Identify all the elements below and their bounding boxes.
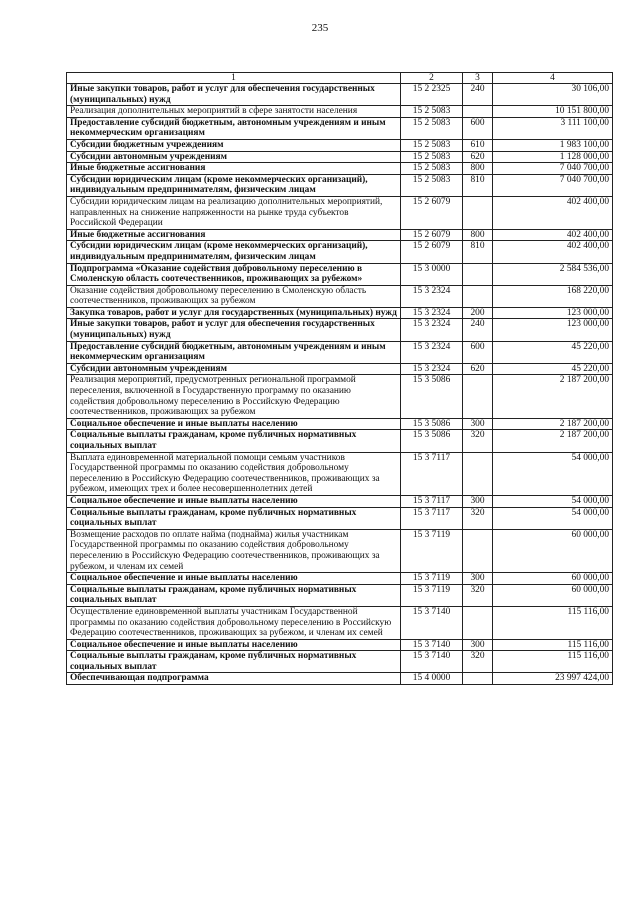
table-row [67, 573, 613, 585]
table-row [67, 285, 613, 307]
row-code-cell: 15 3 2324 [401, 319, 463, 341]
row-name-cell: Иные бюджетные ассигнования [67, 229, 401, 241]
row-name-cell: Социальное обеспечение и иные выплаты населению [67, 639, 401, 651]
row-type-cell [463, 673, 493, 685]
row-name-cell: Социальные выплаты гражданам, кроме публичных нормативных социальных выплат [67, 584, 401, 606]
row-code-cell: 15 3 7117 [401, 452, 463, 495]
row-name-cell: Иные закупки товаров, работ и услуг для обеспечения государственных (муниципальных) нужд [67, 84, 401, 106]
row-name-cell: Социальное обеспечение и иные выплаты населению [67, 573, 401, 585]
row-code-cell: 15 2 5083 [401, 163, 463, 175]
table-row [67, 375, 613, 418]
row-sum-cell: 3 111 100,00 [493, 117, 613, 139]
row-name-cell: Субсидии автономным учреждениям [67, 151, 401, 163]
row-code-cell: 15 2 6079 [401, 229, 463, 241]
table-row [67, 529, 613, 572]
row-type-cell: 240 [463, 84, 493, 106]
row-sum-cell: 60 000,00 [493, 529, 613, 572]
row-type-cell: 300 [463, 495, 493, 507]
row-code-cell: 15 2 5083 [401, 139, 463, 151]
row-name-cell: Субсидии автономным учреждениям [67, 363, 401, 375]
row-type-cell: 600 [463, 341, 493, 363]
row-type-cell: 300 [463, 639, 493, 651]
row-type-cell: 320 [463, 430, 493, 452]
row-type-cell [463, 106, 493, 118]
row-type-cell: 240 [463, 319, 493, 341]
row-code-cell: 15 2 5083 [401, 151, 463, 163]
row-name-cell: Реализация дополнительных мероприятий в сфере занятости населения [67, 106, 401, 118]
table-row [67, 418, 613, 430]
table-row [67, 639, 613, 651]
table-row [67, 584, 613, 606]
row-sum-cell: 123 000,00 [493, 307, 613, 319]
row-sum-cell: 402 400,00 [493, 229, 613, 241]
header-col-1: 1 [67, 73, 401, 84]
row-code-cell: 15 4 0000 [401, 673, 463, 685]
row-type-cell [463, 375, 493, 418]
row-code-cell: 15 3 2324 [401, 341, 463, 363]
table-row [67, 651, 613, 673]
row-name-cell: Субсидии бюджетным учреждениям [67, 139, 401, 151]
row-sum-cell: 402 400,00 [493, 196, 613, 229]
row-type-cell: 800 [463, 229, 493, 241]
table-row [67, 673, 613, 685]
row-name-cell: Иные закупки товаров, работ и услуг для обеспечения государственных (муниципальных) нужд [67, 319, 401, 341]
table-row [67, 495, 613, 507]
row-name-cell: Осуществление единовременной выплаты участникам Государственной программы по оказанию содействия добровольному переселению в Российскую Федерацию соотечественников, проживающих за рубежом, и членам их семей [67, 606, 401, 639]
row-code-cell: 15 2 6079 [401, 241, 463, 263]
row-code-cell: 15 3 7119 [401, 584, 463, 606]
row-type-cell [463, 529, 493, 572]
row-type-cell: 320 [463, 651, 493, 673]
table-row [67, 163, 613, 175]
row-type-cell [463, 452, 493, 495]
row-name-cell: Выплата единовременной материальной помощи семьям участников Государственной программы по оказанию содействия добровольному переселению в Российскую Федерацию соотечественников, проживающих за рубежом, имеющих трех и более несовершеннолетних детей [67, 452, 401, 495]
row-code-cell: 15 3 7119 [401, 529, 463, 572]
row-sum-cell: 10 151 800,00 [493, 106, 613, 118]
table-row [67, 241, 613, 263]
row-code-cell: 15 3 7140 [401, 606, 463, 639]
row-code-cell: 15 2 5083 [401, 174, 463, 196]
row-name-cell: Социальные выплаты гражданам, кроме публичных нормативных социальных выплат [67, 651, 401, 673]
row-name-cell: Субсидии юридическим лицам (кроме некоммерческих организаций), индивидуальным предпринимателям, физическим лицам [67, 241, 401, 263]
row-name-cell: Предоставление субсидий бюджетным, автономным учреждениям и иным некоммерческим организациям [67, 341, 401, 363]
row-name-cell: Социальные выплаты гражданам, кроме публичных нормативных социальных выплат [67, 430, 401, 452]
row-type-cell: 320 [463, 507, 493, 529]
row-code-cell: 15 3 5086 [401, 375, 463, 418]
table-row [67, 606, 613, 639]
row-type-cell: 300 [463, 418, 493, 430]
row-name-cell: Иные бюджетные ассигнования [67, 163, 401, 175]
row-type-cell: 610 [463, 139, 493, 151]
row-sum-cell: 2 187 200,00 [493, 430, 613, 452]
row-code-cell: 15 3 7140 [401, 639, 463, 651]
row-name-cell: Социальные выплаты гражданам, кроме публичных нормативных социальных выплат [67, 507, 401, 529]
row-sum-cell: 2 187 200,00 [493, 418, 613, 430]
row-code-cell: 15 3 2324 [401, 285, 463, 307]
table-row [67, 106, 613, 118]
row-name-cell: Реализация мероприятий, предусмотренных региональной программой переселения, включенной в Государственную программу по оказанию содействия добровольному переселению в Российскую Федерацию соотечественников, проживающих за рубежом [67, 375, 401, 418]
table-row [67, 174, 613, 196]
budget-table [66, 72, 613, 685]
row-code-cell: 15 3 2324 [401, 307, 463, 319]
row-code-cell: 15 3 5086 [401, 418, 463, 430]
row-type-cell [463, 285, 493, 307]
row-code-cell: 15 2 5083 [401, 106, 463, 118]
row-code-cell: 15 3 5086 [401, 430, 463, 452]
row-code-cell: 15 2 2325 [401, 84, 463, 106]
header-row [67, 73, 613, 84]
row-name-cell: Субсидии юридическим лицам на реализацию дополнительных мероприятий, направленных на снижение напряженности на рынке труда субъектов Российской Федерации [67, 196, 401, 229]
row-code-cell: 15 3 0000 [401, 263, 463, 285]
table-row [67, 363, 613, 375]
row-sum-cell: 7 040 700,00 [493, 163, 613, 175]
row-type-cell: 620 [463, 363, 493, 375]
table-row [67, 507, 613, 529]
row-sum-cell: 1 128 000,00 [493, 151, 613, 163]
row-type-cell [463, 263, 493, 285]
row-code-cell: 15 3 7119 [401, 573, 463, 585]
row-name-cell: Социальное обеспечение и иные выплаты населению [67, 495, 401, 507]
row-code-cell: 15 2 5083 [401, 117, 463, 139]
header-col-3: 3 [463, 73, 493, 84]
row-name-cell: Обеспечивающая подпрограмма [67, 673, 401, 685]
table-body [67, 84, 613, 685]
row-sum-cell: 402 400,00 [493, 241, 613, 263]
row-sum-cell: 60 000,00 [493, 573, 613, 585]
table-row [67, 430, 613, 452]
row-name-cell: Возмещение расходов по оплате найма (поднайма) жилья участникам Государственной программы по оказанию содействия добровольному переселению в Российскую Федерацию соотечественников, проживающих за рубежом, и членам их семей [67, 529, 401, 572]
table-row [67, 452, 613, 495]
table-row [67, 151, 613, 163]
row-sum-cell: 54 000,00 [493, 495, 613, 507]
row-type-cell: 200 [463, 307, 493, 319]
row-type-cell [463, 196, 493, 229]
row-sum-cell: 1 983 100,00 [493, 139, 613, 151]
table-row [67, 341, 613, 363]
row-type-cell: 320 [463, 584, 493, 606]
row-sum-cell: 115 116,00 [493, 651, 613, 673]
row-sum-cell: 54 000,00 [493, 507, 613, 529]
row-sum-cell: 23 997 424,00 [493, 673, 613, 685]
row-type-cell: 810 [463, 241, 493, 263]
row-name-cell: Социальное обеспечение и иные выплаты населению [67, 418, 401, 430]
table-row [67, 307, 613, 319]
row-sum-cell: 60 000,00 [493, 584, 613, 606]
row-type-cell: 300 [463, 573, 493, 585]
row-sum-cell: 7 040 700,00 [493, 174, 613, 196]
page-number: 235 [311, 22, 329, 34]
header-col-2: 2 [401, 73, 463, 84]
row-name-cell: Подпрограмма «Оказание содействия добровольному переселению в Смоленскую область соотечественников, проживающих за рубежом» [67, 263, 401, 285]
row-sum-cell: 2 187 200,00 [493, 375, 613, 418]
row-name-cell: Закупка товаров, работ и услуг для государственных (муниципальных) нужд [67, 307, 401, 319]
row-sum-cell: 115 116,00 [493, 606, 613, 639]
row-code-cell: 15 2 6079 [401, 196, 463, 229]
row-code-cell: 15 3 7117 [401, 507, 463, 529]
row-sum-cell: 2 584 536,00 [493, 263, 613, 285]
table-row [67, 229, 613, 241]
row-sum-cell: 45 220,00 [493, 363, 613, 375]
header-col-4: 4 [493, 73, 613, 84]
table-row [67, 263, 613, 285]
row-type-cell: 600 [463, 117, 493, 139]
row-type-cell: 810 [463, 174, 493, 196]
row-sum-cell: 123 000,00 [493, 319, 613, 341]
table-row [67, 117, 613, 139]
table-row [67, 139, 613, 151]
table-row [67, 84, 613, 106]
row-name-cell: Предоставление субсидий бюджетным, автономным учреждениям и иным некоммерческим организациям [67, 117, 401, 139]
row-sum-cell: 54 000,00 [493, 452, 613, 495]
row-code-cell: 15 3 7140 [401, 651, 463, 673]
row-code-cell: 15 3 7117 [401, 495, 463, 507]
row-sum-cell: 115 116,00 [493, 639, 613, 651]
row-type-cell [463, 606, 493, 639]
row-type-cell: 620 [463, 151, 493, 163]
row-sum-cell: 168 220,00 [493, 285, 613, 307]
row-sum-cell: 30 106,00 [493, 84, 613, 106]
row-sum-cell: 45 220,00 [493, 341, 613, 363]
table-row [67, 196, 613, 229]
table-row [67, 319, 613, 341]
row-name-cell: Субсидии юридическим лицам (кроме некоммерческих организаций), индивидуальным предпринимателям, физическим лицам [67, 174, 401, 196]
row-code-cell: 15 3 2324 [401, 363, 463, 375]
row-name-cell: Оказание содействия добровольному переселению в Смоленскую область соотечественников, проживающих за рубежом [67, 285, 401, 307]
row-type-cell: 800 [463, 163, 493, 175]
